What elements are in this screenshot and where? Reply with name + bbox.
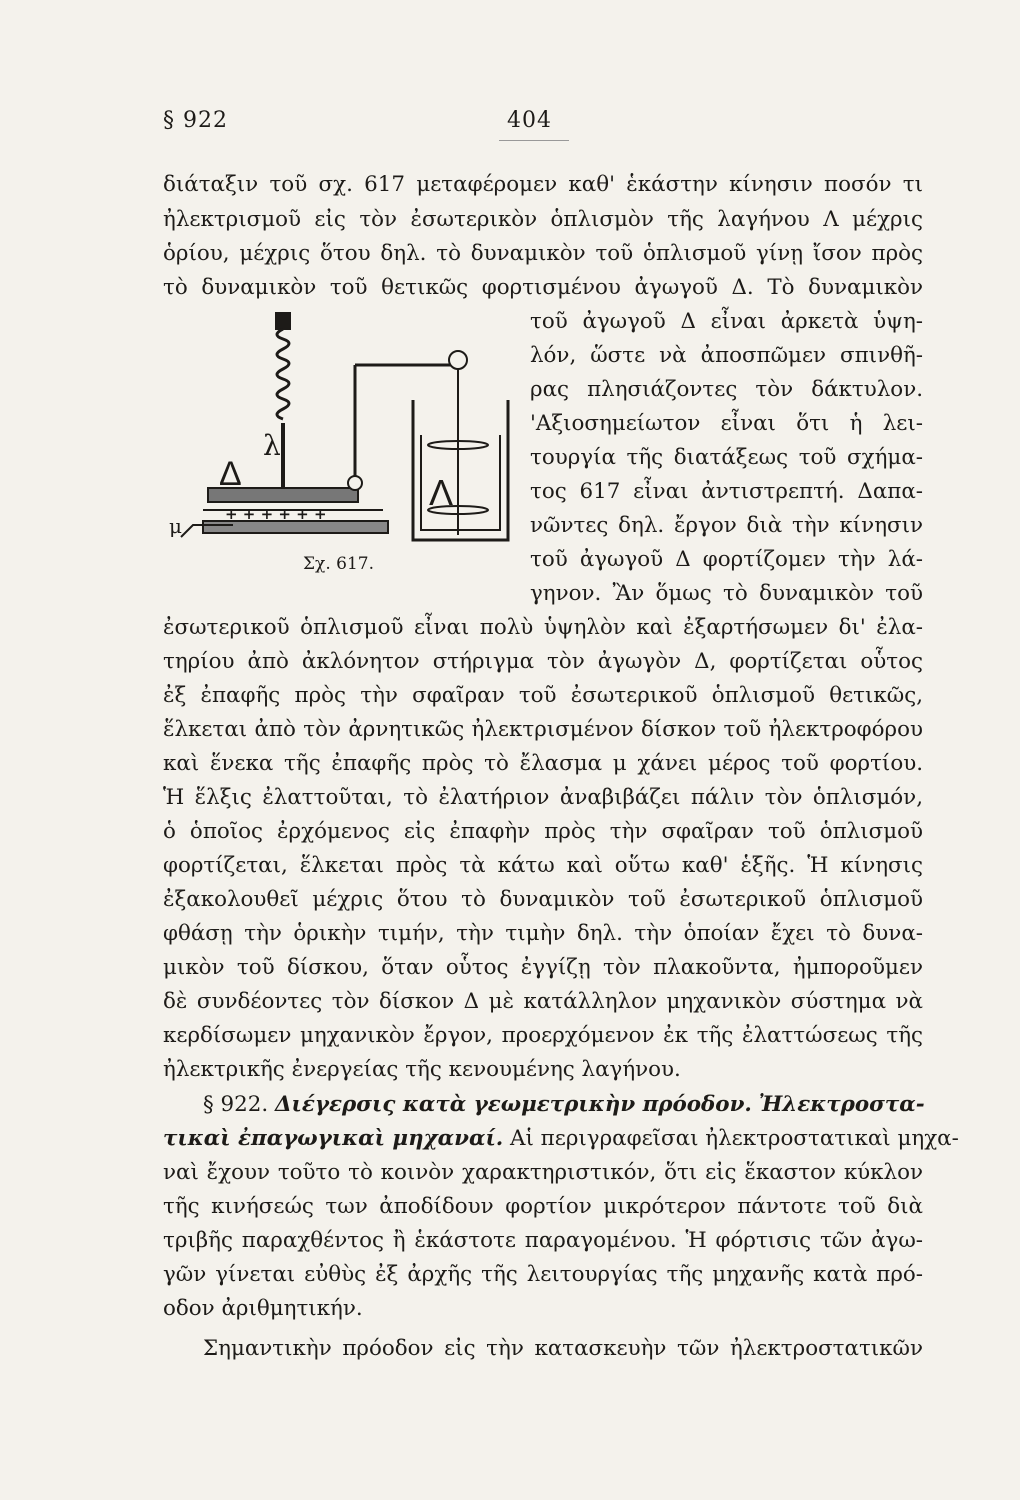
text-line: φορτίζεται, ἕλκεται πρὸς τὰ κάτω καὶ οὕτω καθ' ἑξῆς. Ἡ κίνησις	[163, 853, 923, 878]
text-line: γῶν γίνεται εὐθὺς ἐξ ἀρχῆς τῆς λειτουργίας τῆς μηχανῆς κατὰ πρό-	[163, 1262, 923, 1287]
label-mu: μ	[169, 514, 182, 538]
page-header	[163, 108, 923, 144]
section-heading-line	[203, 1090, 923, 1120]
text-line: Σημαντικὴν πρόοδον εἰς τὴν κατασκευὴν τῶν ἠλεκτροστατικῶν	[203, 1336, 923, 1361]
section-heading-line2	[163, 1124, 959, 1154]
section-marker: § 922	[163, 108, 228, 133]
section-title-part3: τικαὶ ἐπαγωγικαὶ μηχαναί.	[163, 1126, 504, 1151]
label-lambda-big: Λ	[429, 472, 454, 513]
text-line: τοῦ ἀγωγοῦ Δ φορτίζομεν τὴν λά-	[530, 547, 923, 572]
text-line: διάταξιν τοῦ σχ. 617 μεταφέρομεν καθ' ἑκάστην κίνησιν ποσόν τι	[163, 172, 923, 197]
text-line: ναὶ ἔχουν τοῦτο τὸ κοινὸν χαρακτηριστικόν, ὅτι εἰς ἕκαστον κύκλον	[163, 1160, 923, 1185]
text-line: ἐξακολουθεῖ μέχρις ὅτου τὸ δυναμικὸν τοῦ ἐσωτερικοῦ ὁπλισμοῦ	[163, 887, 923, 912]
label-delta: Δ	[219, 455, 242, 493]
text-line: ἕλκεται ἀπὸ τὸν ἀρνητικῶς ἠλεκτρισμένον δίσκον τοῦ ἠλεκτροφόρου	[163, 717, 923, 742]
text-line: ὁρίου, μέχρις ὅτου δηλ. τὸ δυναμικὸν τοῦ ὁπλισμοῦ γίνῃ ἴσον πρὸς	[163, 241, 923, 266]
text-line: δὲ συνδέοντες τὸν δίσκον Δ μὲ κατάλληλον μηχανικὸν σύστημα νὰ	[163, 989, 923, 1014]
text-line: ἐξ ἐπαφῆς πρὸς τὴν σφαῖραν τοῦ ἐσωτερικοῦ ὁπλισμοῦ θετικῶς,	[163, 683, 923, 708]
section-line-rest: Αἱ περιγραφεῖσαι ἠλεκτροστατικαὶ μηχα-	[503, 1126, 959, 1151]
text-line: ρας πλησιάζοντες τὸν δάκτυλον.	[530, 377, 923, 402]
text-line: φθάσῃ τὴν ὁρικὴν τιμήν, τὴν τιμὴν δηλ. τὴν ὁποίαν ἔχει τὸ δυνα-	[163, 921, 923, 946]
text-line: οδον ἀριθμητικήν.	[163, 1296, 363, 1321]
header-rule	[499, 140, 569, 141]
page-number: 404	[507, 108, 552, 133]
text-line: Ἡ ἕλξις ἐλαττοῦται, τὸ ἐλατήριον ἀναβιβάζει πάλιν τὸν ὁπλισμόν,	[163, 785, 923, 810]
text-line: νῶντες δηλ. ἔργον διὰ τὴν κίνησιν	[530, 513, 923, 538]
text-line: ὁ ὁποῖος ἐρχόμενος εἰς ἐπαφὴν πρὸς τὴν σφαῖραν τοῦ ὁπλισμοῦ	[163, 819, 923, 844]
text-line: τριβῆς παραχθέντος ἢ ἑκάστοτε παραγομένου. Ἡ φόρτισις τῶν ἀγω-	[163, 1228, 923, 1253]
text-line: τὸ δυναμικὸν τοῦ θετικῶς φορτισμένου ἀγωγοῦ Δ. Τὸ δυναμικὸν	[163, 275, 923, 300]
label-lambda-small: λ	[263, 429, 281, 462]
section-title-part2: Ἠλεκτροστα-	[758, 1092, 925, 1117]
text-line: γηνον. Ἂν ὅμως τὸ δυναμικὸν τοῦ	[530, 581, 923, 606]
text-line: τουργία τῆς διατάξεως τοῦ σχήμα-	[530, 445, 923, 470]
text-line: 'Αξιοσημείωτον εἶναι ὅτι ἡ λει-	[530, 411, 923, 436]
text-line: τηρίου ἀπὸ ἀκλόνητον στήριγμα τὸν ἀγωγὸν Δ, φορτίζεται οὗτος	[163, 649, 923, 674]
text-line: ἠλεκτρισμοῦ εἰς τὸν ἐσωτερικὸν ὁπλισμὸν τῆς λαγήνου Λ μέχρις	[163, 207, 923, 232]
section-number: § 922.	[203, 1092, 269, 1117]
figure-617	[163, 305, 523, 585]
section-title-part1: Διέγερσις κατὰ γεωμετρικὴν πρόοδον.	[274, 1092, 752, 1117]
label-plus-signs: + + + + + +	[225, 505, 327, 523]
figure-caption: Σχ. 617.	[303, 554, 374, 574]
text-line: λόν, ὥστε νὰ ἀποσπῶμεν σπινθῆ-	[530, 343, 923, 368]
text-line: τος 617 εἶναι ἀντιστρεπτή. Δαπα-	[530, 479, 923, 504]
text-line: τῆς κινήσεώς των ἀποδίδουν φορτίον μικρότερον πάντοτε τοῦ διὰ	[163, 1194, 923, 1219]
text-line: κερδίσωμεν μηχανικὸν ἔργον, προερχόμενον ἐκ τῆς ἐλαττώσεως τῆς	[163, 1023, 923, 1048]
text-line: ἠλεκτρικῆς ἐνεργείας τῆς κενουμένης λαγήνου.	[163, 1057, 681, 1082]
text-line: καὶ ἕνεκα τῆς ἐπαφῆς πρὸς τὸ ἔλασμα μ χάνει μέρος τοῦ φορτίου.	[163, 751, 923, 776]
text-line: μικὸν τοῦ δίσκου, ὅταν οὗτος ἐγγίζῃ τὸν πλακοῦντα, ἠμποροῦμεν	[163, 955, 923, 980]
text-line: τοῦ ἀγωγοῦ Δ εἶναι ἀρκετὰ ὑψη-	[530, 309, 923, 334]
text-line: ἐσωτερικοῦ ὁπλισμοῦ εἶναι πολὺ ὑψηλὸν καὶ ἐξαρτήσωμεν δι' ἐλα-	[163, 615, 923, 640]
